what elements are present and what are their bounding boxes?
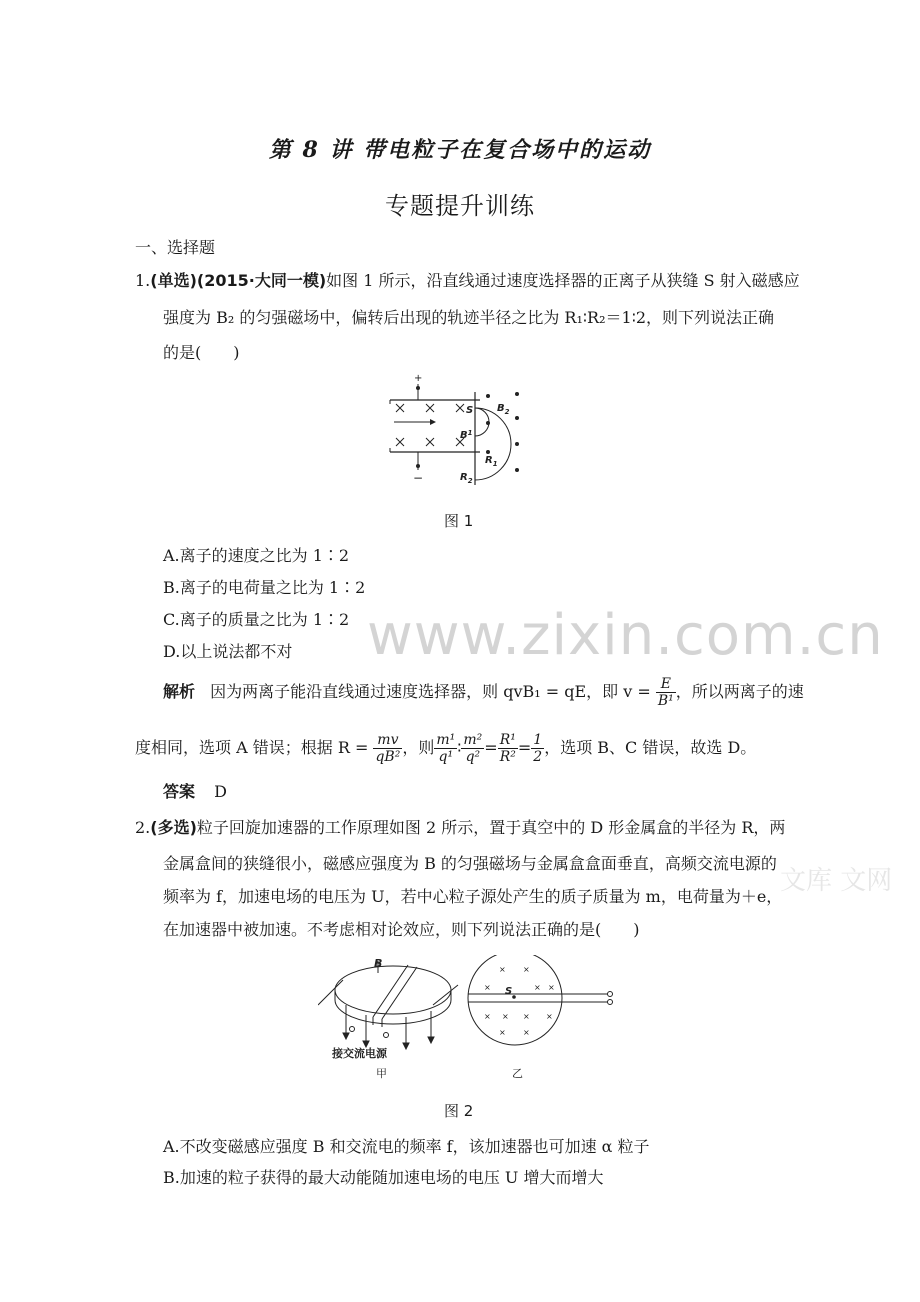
svg-text:B2 — [497, 403, 510, 416]
watermark: www.zixin.com.cn — [367, 603, 884, 668]
frac-den: qB² — [375, 749, 401, 765]
page-subtitle: 专题提升训练 — [385, 192, 535, 220]
b1-subscript: 1 — [467, 429, 473, 437]
b2-subscript: 2 — [504, 408, 510, 416]
q2-line4: 在加速器中被加速。不考虑相对论效应，则下列说法正确的是( ) — [163, 920, 640, 939]
q2-line3: 频率为 f，加速电场的电压为 U，若中心粒子源处产生的质子质量为 m，电荷量为＋e， — [163, 887, 783, 906]
answer-label: 答案 — [163, 782, 196, 801]
fraction-r1-r2 — [498, 732, 518, 765]
q1-line3: 的是( ) — [163, 343, 240, 362]
svg-text:×: × — [484, 983, 491, 992]
analysis-text-2a: 度相同，选项 A 错误；根据 R = — [135, 738, 369, 757]
slit-s-label: S — [466, 405, 474, 416]
q2-number: 2. — [135, 818, 151, 837]
frac-num: m¹ — [436, 732, 456, 748]
fraction-one-half — [531, 732, 544, 765]
frac-den: B¹ — [657, 693, 674, 709]
r2-subscript: 2 — [467, 477, 473, 485]
fraction-m1-q1 — [434, 732, 457, 765]
page-title: 第 8 讲 带电粒子在复合场中的运动 — [268, 137, 652, 163]
plus-label: + — [414, 373, 423, 384]
figure-2-caption: 图 2 — [444, 1102, 474, 1120]
q2-tag: (多选) — [150, 818, 197, 837]
b1-label: B — [460, 430, 468, 441]
frac-den: R² — [499, 749, 516, 765]
svg-text:×: × — [523, 1028, 530, 1037]
svg-text:B1 — [460, 429, 473, 441]
section-heading: 一、选择题 — [135, 238, 216, 257]
power-source-label: 接交流电源 — [332, 1047, 387, 1060]
q1-source: (2015·大同一模) — [196, 271, 327, 290]
r1-subscript: 1 — [492, 460, 498, 468]
q1-line1 — [135, 271, 800, 291]
frac-num: mv — [373, 732, 402, 749]
source-s-label: S — [505, 986, 513, 997]
frac-num: R¹ — [499, 732, 516, 748]
q1-tag: (单选) — [150, 271, 197, 290]
q2-line1 — [135, 818, 785, 838]
ratio-sign: ∶ — [457, 738, 462, 757]
field-b-label: B — [374, 957, 383, 970]
q1-option-a: A.离子的速度之比为 1∶2 — [163, 546, 350, 565]
q1-number: 1. — [135, 271, 151, 290]
frac-den: 2 — [533, 749, 543, 765]
svg-text:×: × — [523, 1012, 530, 1021]
q2-line2: 金属盒间的狭缝很小，磁感应强度为 B 的匀强磁场与金属盒盒面垂直，高频交流电源的 — [163, 854, 777, 873]
figure-yi-label: 乙 — [512, 1067, 523, 1080]
q1-option-d: D.以上说法都不对 — [163, 642, 293, 661]
watermark-secondary: 文库 文网 — [780, 866, 893, 896]
svg-text:×: × — [499, 1028, 506, 1037]
figure-1-velocity-selector — [380, 370, 540, 495]
equals-sign: = — [517, 738, 532, 757]
q1-analysis-line1 — [163, 676, 804, 709]
figure-1-caption: 图 1 — [444, 512, 474, 530]
svg-text:R2 — [460, 472, 473, 485]
analysis-text-1b: ，所以两离子的速 — [675, 682, 804, 701]
r2-label: R — [460, 472, 468, 483]
figure-2-cyclotron — [318, 955, 618, 1085]
q1-line2: 强度为 B₂ 的匀强磁场中，偏转后出现的轨迹半径之比为 R₁∶R₂＝1∶2，则下列说法正确 — [163, 308, 775, 327]
frac-num: m² — [463, 732, 483, 748]
fraction-mv-over-qb — [373, 732, 402, 765]
analysis-text-2f: ，选项 B、C 错误，故选 D。 — [544, 738, 757, 757]
q2-option-a: A.不改变磁感应强度 B 和交流电的频率 f，该加速器也可加速 α 粒子 — [163, 1137, 650, 1156]
analysis-text-2b: ，则 — [402, 738, 435, 757]
q1-text-1: 如图 1 所示，沿直线通过速度选择器的正离子从狭缝 S 射入磁感应 — [326, 271, 800, 290]
q1-answer — [163, 782, 227, 802]
b2-label: B — [497, 403, 505, 414]
q1-option-c: C.离子的质量之比为 1∶2 — [163, 610, 350, 629]
frac-den: q² — [465, 749, 481, 765]
svg-text:×: × — [546, 1012, 553, 1021]
analysis-text-1a: 因为两离子能沿直线通过速度选择器，则 qvB₁ = qE，即 v = — [210, 682, 651, 701]
svg-text:×: × — [499, 965, 506, 974]
q2-text-1: 粒子回旋加速器的工作原理如图 2 所示，置于真空中的 D 形金属盒的半径为 R，两 — [196, 818, 786, 837]
answer-value: D — [214, 782, 227, 801]
fraction-e-over-b1 — [656, 676, 676, 709]
figure-jia-label: 甲 — [376, 1067, 387, 1080]
frac-den: q¹ — [438, 749, 454, 765]
svg-text:×: × — [548, 983, 555, 992]
equals-sign: = — [484, 738, 498, 757]
svg-text:R1 — [485, 455, 498, 468]
svg-text:×: × — [502, 1012, 509, 1021]
q2-option-b: B.加速的粒子获得的最大动能随加速电场的电压 U 增大而增大 — [163, 1168, 604, 1187]
frac-num: E — [656, 676, 676, 693]
svg-text:×: × — [534, 983, 541, 992]
analysis-label: 解析 — [163, 682, 196, 701]
r1-label: R — [485, 455, 493, 466]
q1-analysis-line2 — [135, 732, 756, 765]
q1-option-b: B.离子的电荷量之比为 1∶2 — [163, 578, 366, 597]
fraction-m2-q2 — [461, 732, 484, 765]
svg-text:×: × — [484, 1012, 491, 1021]
svg-text:×: × — [523, 965, 530, 974]
frac-num: 1 — [533, 732, 543, 748]
minus-label: − — [413, 471, 424, 485]
